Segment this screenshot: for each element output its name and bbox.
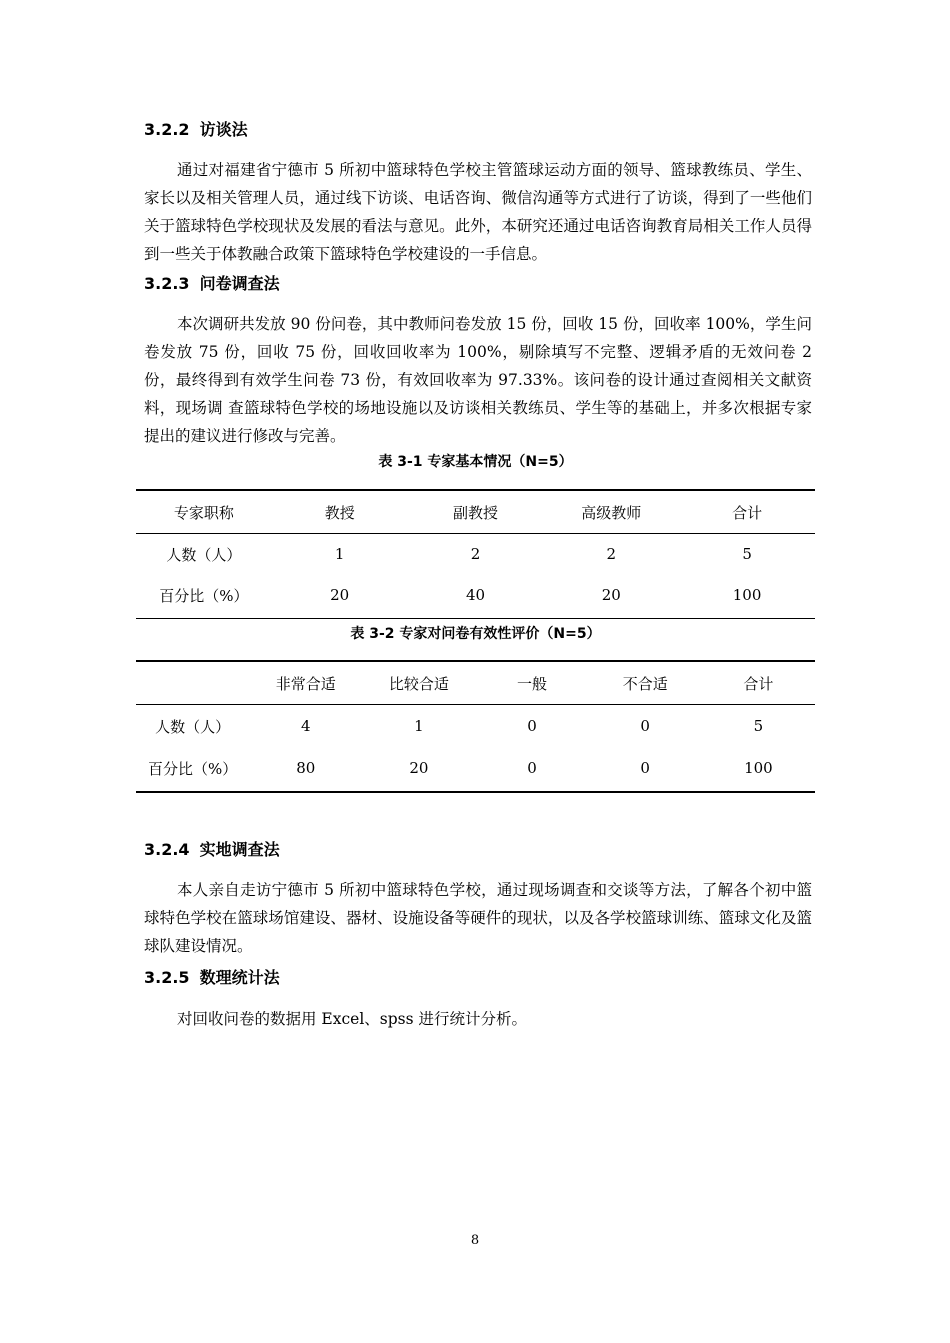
header-cell: 高级教师: [581, 503, 642, 522]
table-cell: 40: [465, 586, 486, 604]
header-cell: 合计: [743, 674, 774, 693]
section-heading-3-2-2: [144, 119, 248, 141]
table-cell: 2: [470, 545, 481, 563]
section-number: 3.2.2: [144, 120, 190, 139]
table-cell: 20: [601, 586, 621, 604]
table-cell: 0: [640, 759, 650, 777]
row-label: 人数（人）: [166, 545, 242, 564]
table-row: [136, 574, 815, 616]
table-cell: 1: [414, 717, 424, 735]
section-title: 问卷调查法: [199, 274, 280, 293]
header-cell: 教授: [324, 503, 355, 522]
table-cell: 0: [527, 717, 537, 735]
page-number: 8: [470, 1233, 480, 1248]
table-cell: 80: [296, 759, 316, 777]
table-cell: 0: [640, 717, 650, 735]
table-caption-3-2: 表 3-2 专家对问卷有效性评价（N=5）: [350, 626, 601, 642]
table-cell: 5: [742, 545, 752, 563]
expert-basic-info-table: [136, 491, 815, 616]
table-cell: 2: [606, 545, 617, 563]
table-cell: 1: [334, 545, 345, 563]
paragraph-interview-method: 通过对福建省宁德市 5 所初中篮球特色学校主管篮球运动方面的领导、篮球教练员、学生、家长以及相关管理人员，通过线下访谈、电话咨询、微信沟通等方式进行了访谈，得到了一些他们关于篮球特色学校现状及发展的看法与意见。此外，本研究还通过电话咨询教育局相关工作人员得到一些关于体教融合政策下篮球特色学校建设的一手信息。: [144, 161, 812, 263]
section-number: 3.2.5: [144, 968, 190, 987]
table-cell: 0: [527, 759, 537, 777]
section-number: 3.2.3: [144, 274, 190, 293]
header-cell: 不合适: [622, 674, 668, 693]
paragraph-field-survey-method: 本人亲自走访宁德市 5 所初中篮球特色学校，通过现场调查和交谈等方法，了解各个初中篮球特色学校在篮球场馆建设、器材、设施设备等硬件的现状，以及各学校篮球训练、篮球文化及篮球队建设情况。: [144, 881, 812, 955]
table-header-row: [136, 662, 815, 704]
table-row: [136, 705, 815, 747]
header-cell: [136, 662, 249, 704]
table-cell: 20: [330, 586, 350, 604]
paragraph-statistics-method: 对回收问卷的数据用 Excel、spss 进行统计分析。: [177, 1010, 528, 1028]
header-cell: 一般: [517, 674, 548, 693]
table-row: [136, 747, 815, 789]
section-title: 访谈法: [199, 120, 248, 139]
section-heading-3-2-4: [144, 839, 280, 861]
header-cell: 比较合适: [388, 674, 449, 693]
questionnaire-validity-table: [136, 662, 815, 789]
paragraph-questionnaire-method: 本次调研共发放 90 份问卷，其中教师问卷发放 15 份，回收 15 份，回收率 100%，学生问卷发放 75 份，回收 75 份，回收回收率为 100%，剔除填写不完整、逻辑矛盾的无效问卷 2 份，最终得到有效学生问卷 73 份，有效回收率为 97.33%。该问卷的设计通过查阅相关文献资料，现场调 查篮球特色学校的场地设施以及访谈相关教练员、学生等的基础上，并多次根据专家提出的建议进行修改与完善。: [144, 315, 812, 445]
header-cell: 合计: [732, 503, 763, 522]
table-cell: 20: [409, 759, 429, 777]
table-cell: 4: [300, 717, 311, 735]
header-cell: 专家职称: [173, 503, 234, 522]
section-heading-3-2-5: [144, 967, 280, 989]
table-cell: 100: [732, 586, 762, 604]
section-heading-3-2-3: [144, 273, 280, 295]
table-header-row: [136, 491, 815, 533]
row-label: 人数（人）: [155, 717, 231, 736]
section-title: 实地调查法: [199, 840, 280, 859]
section-title: 数理统计法: [199, 968, 280, 987]
table-bottom-rule: [136, 618, 815, 619]
table-bottom-rule: [136, 791, 815, 793]
table-row: [136, 534, 815, 574]
table-caption-3-1: 表 3-1 专家基本情况（N=5）: [378, 454, 573, 470]
section-number: 3.2.4: [144, 840, 190, 859]
row-label: 百分比（%）: [147, 759, 238, 778]
header-cell: 非常合适: [275, 674, 336, 693]
row-label: 百分比（%）: [159, 586, 249, 605]
table-cell: 100: [744, 759, 773, 777]
table-cell: 5: [753, 717, 764, 735]
header-cell: 副教授: [452, 503, 498, 522]
